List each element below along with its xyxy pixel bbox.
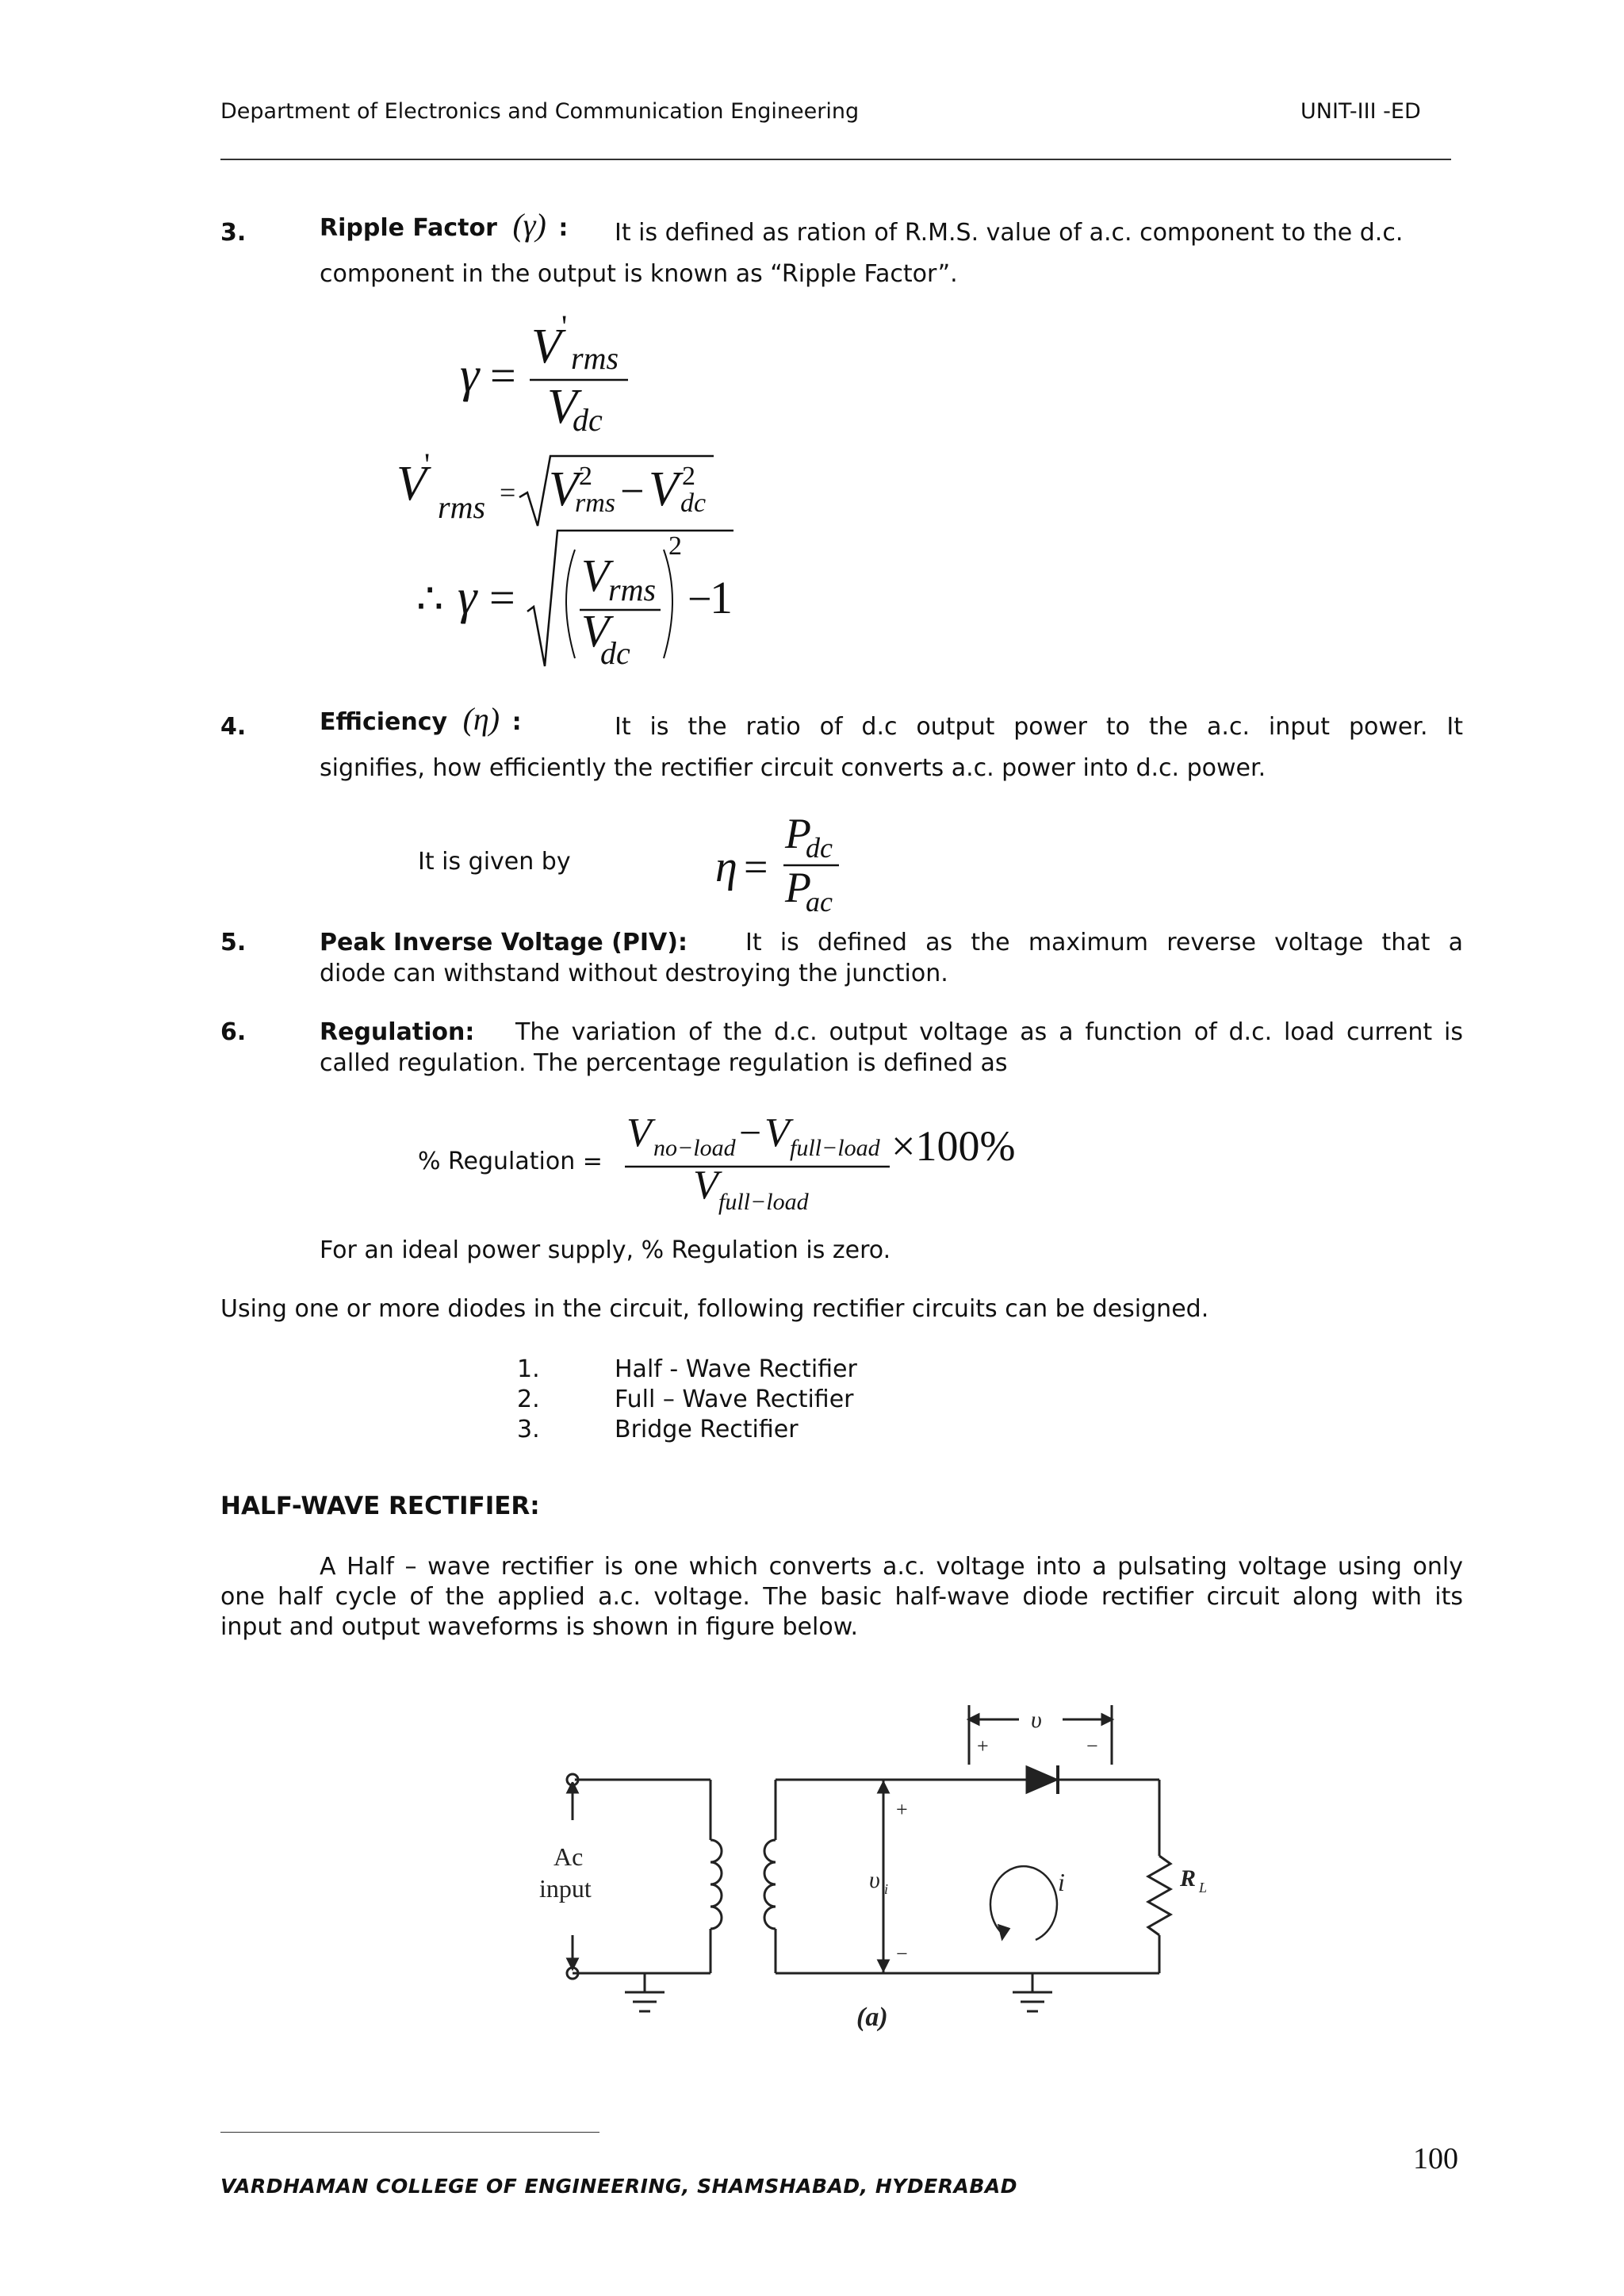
minus-sign: − (896, 1942, 908, 1965)
formula-v: V (581, 605, 610, 657)
formula-v: V (764, 1110, 790, 1156)
formula-v: V (396, 457, 427, 511)
efficiency-term: Efficiency (320, 708, 448, 736)
ripple-term: Ripple Factor (320, 214, 497, 242)
item-number: 5. (220, 929, 247, 956)
ripple-formula-3 (408, 527, 749, 674)
diode-icon (1027, 1767, 1056, 1792)
ripple-heading (320, 207, 569, 243)
formula-v: V (693, 1163, 718, 1208)
vi-subscript: i (884, 1881, 889, 1897)
minus-sign: − (1086, 1734, 1098, 1757)
piv-term: Peak Inverse Voltage (PIV): (320, 929, 688, 956)
given-by-label: It is given by (418, 848, 571, 876)
formula-p: P (785, 864, 811, 911)
efficiency-def-line1: It is the ratio of d.c output power to the a.c. input power. It (615, 713, 1463, 741)
half-wave-para-line3: input and output waveforms is shown in figure below. (220, 1613, 859, 1641)
ripple-formula-2 (381, 448, 730, 535)
list-item-bridge: Bridge Rectifier (615, 1416, 799, 1443)
list-number: 3. (517, 1416, 540, 1443)
formula-eta: η (715, 842, 737, 891)
formula-dc: dc (806, 832, 833, 864)
formula-full-load: full−load (718, 1189, 809, 1215)
input-label: input (539, 1874, 592, 1903)
ripple-formula-1 (444, 313, 650, 452)
formula-equals: = (489, 572, 515, 623)
formula-therefore: ∴ (416, 575, 444, 623)
efficiency-formula (706, 805, 848, 920)
formula-times-100: ×100% (891, 1122, 1016, 1170)
formula-no-load: no−load (653, 1135, 736, 1161)
half-wave-para-line2: one half cycle of the applied a.c. voltage. The basic half-wave diode rectifier circuit along with its (220, 1583, 1463, 1611)
ripple-colon: : (558, 214, 569, 242)
half-wave-circuit-figure (523, 1673, 1237, 2054)
formula-gamma: γ (458, 570, 477, 624)
formula-dc: dc (600, 635, 630, 671)
plus-sign: + (896, 1798, 908, 1821)
formula-dc: dc (680, 489, 707, 518)
regulation-term: Regulation: (320, 1018, 475, 1046)
ripple-def-line2: component in the output is known as “Ripple Factor”. (320, 260, 958, 288)
formula-one: 1 (710, 572, 733, 623)
formula-rms: rms (575, 489, 616, 518)
formula-two: 2 (682, 462, 695, 491)
regulation-def-line2: called regulation. The percentage regulation is defined as (320, 1049, 1008, 1077)
v-label: υ (1031, 1707, 1042, 1733)
rl-label: R (1180, 1865, 1197, 1892)
efficiency-heading (320, 701, 522, 738)
footnote-rule (220, 2132, 599, 2133)
formula-dc: dc (573, 402, 603, 438)
current-label: i (1058, 1868, 1065, 1896)
header-rule (220, 159, 1451, 160)
header-unit: UNIT-III -ED (1300, 99, 1421, 124)
list-number: 1. (517, 1355, 540, 1383)
formula-ac: ac (806, 886, 833, 918)
formula-full-load: full−load (790, 1135, 880, 1161)
formula-rms: rms (608, 572, 657, 608)
formula-prime: ' (561, 313, 568, 344)
section-heading: HALF-WAVE RECTIFIER: (220, 1492, 540, 1520)
piv-def-line1: It is defined as the maximum reverse voltage that a (745, 929, 1463, 956)
efficiency-def-line2: signifies, how efficiently the rectifier circuit converts a.c. power into d.c. power. (320, 754, 1266, 782)
ideal-supply-note: For an ideal power supply, % Regulation is zero. (320, 1236, 891, 1264)
formula-two: 2 (579, 462, 592, 491)
formula-v: V (531, 320, 561, 374)
formula-rms: rms (438, 489, 486, 525)
ripple-def-line1: It is defined as ration of R.M.S. value of a.c. component to the d.c. (615, 219, 1404, 247)
piv-def-line2: diode can withstand without destroying the junction. (320, 960, 948, 987)
formula-v: V (549, 462, 579, 516)
formula-v: V (581, 550, 610, 601)
formula-minus: − (739, 1110, 762, 1155)
list-item-full-wave: Full – Wave Rectifier (615, 1386, 854, 1413)
formula-v: V (649, 462, 679, 516)
secondary-coil (764, 1840, 776, 1929)
regulation-formula-label: % Regulation = (418, 1148, 603, 1175)
figure-caption: (a) (856, 2003, 888, 2032)
gamma-symbol: (γ) (512, 207, 546, 243)
formula-minus: − (620, 467, 645, 515)
formula-two: 2 (668, 531, 682, 561)
formula-equals: = (744, 843, 768, 891)
vi-label: υ (869, 1867, 880, 1893)
ac-label: Ac (553, 1842, 584, 1871)
regulation-def-line1: The variation of the d.c. output voltage as a function of d.c. load current is (515, 1018, 1463, 1046)
formula-equals: = (490, 350, 516, 401)
load-resistor (1148, 1856, 1170, 1935)
list-item-half-wave: Half - Wave Rectifier (615, 1355, 857, 1383)
header-department: Department of Electronics and Communication Engineering (220, 99, 860, 124)
rl-subscript: L (1199, 1880, 1208, 1895)
list-number: 2. (517, 1386, 540, 1413)
formula-gamma: γ (460, 348, 480, 402)
formula-minus: − (688, 575, 712, 623)
item-number: 3. (220, 219, 247, 247)
formula-v: V (547, 380, 577, 434)
formula-rms: rms (571, 340, 619, 376)
formula-p: P (785, 810, 811, 857)
formula-v: V (626, 1110, 652, 1156)
eta-symbol: (η) (462, 701, 500, 737)
footer-college: VARDHAMAN COLLEGE OF ENGINEERING, SHAMSHABAD, HYDERABAD (220, 2175, 1017, 2198)
formula-equals: = (500, 477, 516, 508)
item-number: 4. (220, 713, 247, 741)
item-number: 6. (220, 1018, 247, 1046)
page-number: 100 (1413, 2142, 1458, 2175)
plus-sign: + (977, 1734, 989, 1757)
primary-coil (710, 1840, 722, 1929)
regulation-formula (619, 1098, 1031, 1217)
formula-prime: ' (424, 448, 431, 482)
efficiency-colon: : (511, 708, 522, 736)
intro-text: Using one or more diodes in the circuit, following rectifier circuits can be designed. (220, 1295, 1209, 1323)
half-wave-para-line1: A Half – wave rectifier is one which converts a.c. voltage into a pulsating voltage using only (320, 1553, 1463, 1581)
